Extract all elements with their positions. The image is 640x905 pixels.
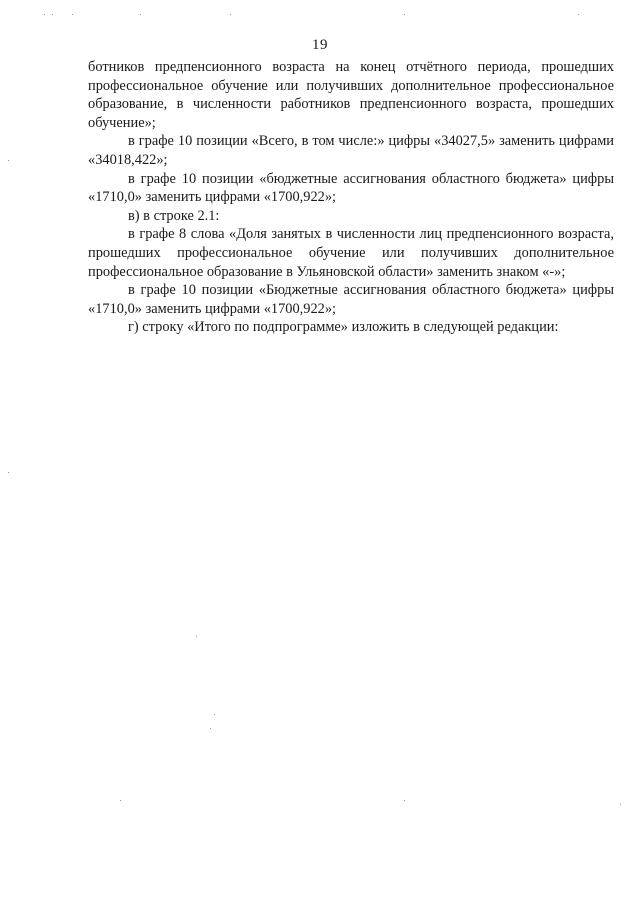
scan-speck xyxy=(52,14,53,15)
scan-speck xyxy=(120,800,121,801)
scan-speck xyxy=(404,14,405,15)
scan-speck xyxy=(72,14,73,15)
scan-speck xyxy=(44,14,45,15)
paragraph-regional-budget: в графе 10 позиции «бюджетные ассигнования областного бюджета» цифры «1710,0» заменить цифрами «1700,922»; xyxy=(88,170,614,206)
scan-speck xyxy=(620,804,621,805)
document-body xyxy=(88,58,614,337)
scan-speck xyxy=(578,14,579,15)
scan-speck xyxy=(8,160,9,161)
paragraph-continuation: ботников предпенсионного возраста на конец отчётного периода, прошедших профессиональное обучение или получивших дополнительное профессиональное образование, в численности работников предпенсионного возраста, прошедших обучение»; xyxy=(88,59,614,131)
scan-speck xyxy=(210,728,211,729)
paragraph-row-heading: в) в строке 2.1: xyxy=(128,207,220,224)
scan-speck xyxy=(404,800,405,801)
paragraph-column-8: в графе 8 слова «Доля занятых в численности лиц предпенсионного возраста, прошедших профессиональное обучение или получивших дополнительное профессиональное образование в Ульяновской области» заменить знаком «-»; xyxy=(88,226,614,280)
page-number: 19 xyxy=(312,37,328,53)
scan-speck xyxy=(214,714,215,715)
scan-speck xyxy=(230,14,231,15)
paragraph-column-10: в графе 10 позиции «Бюджетные ассигнования областного бюджета» цифры «1710,0» заменить цифрами «1700,922»; xyxy=(88,282,614,317)
scan-speck xyxy=(140,14,141,15)
scan-speck xyxy=(196,636,197,637)
paragraph-total-amount: в графе 10 позиции «Всего, в том числе:» цифры «34027,5» заменить цифрами «34018,422»; xyxy=(88,133,614,168)
paragraph-subprogram-total: г) строку «Итого по подпрограмме» изложить в следующей редакции: xyxy=(128,319,559,336)
scan-speck xyxy=(8,472,9,473)
